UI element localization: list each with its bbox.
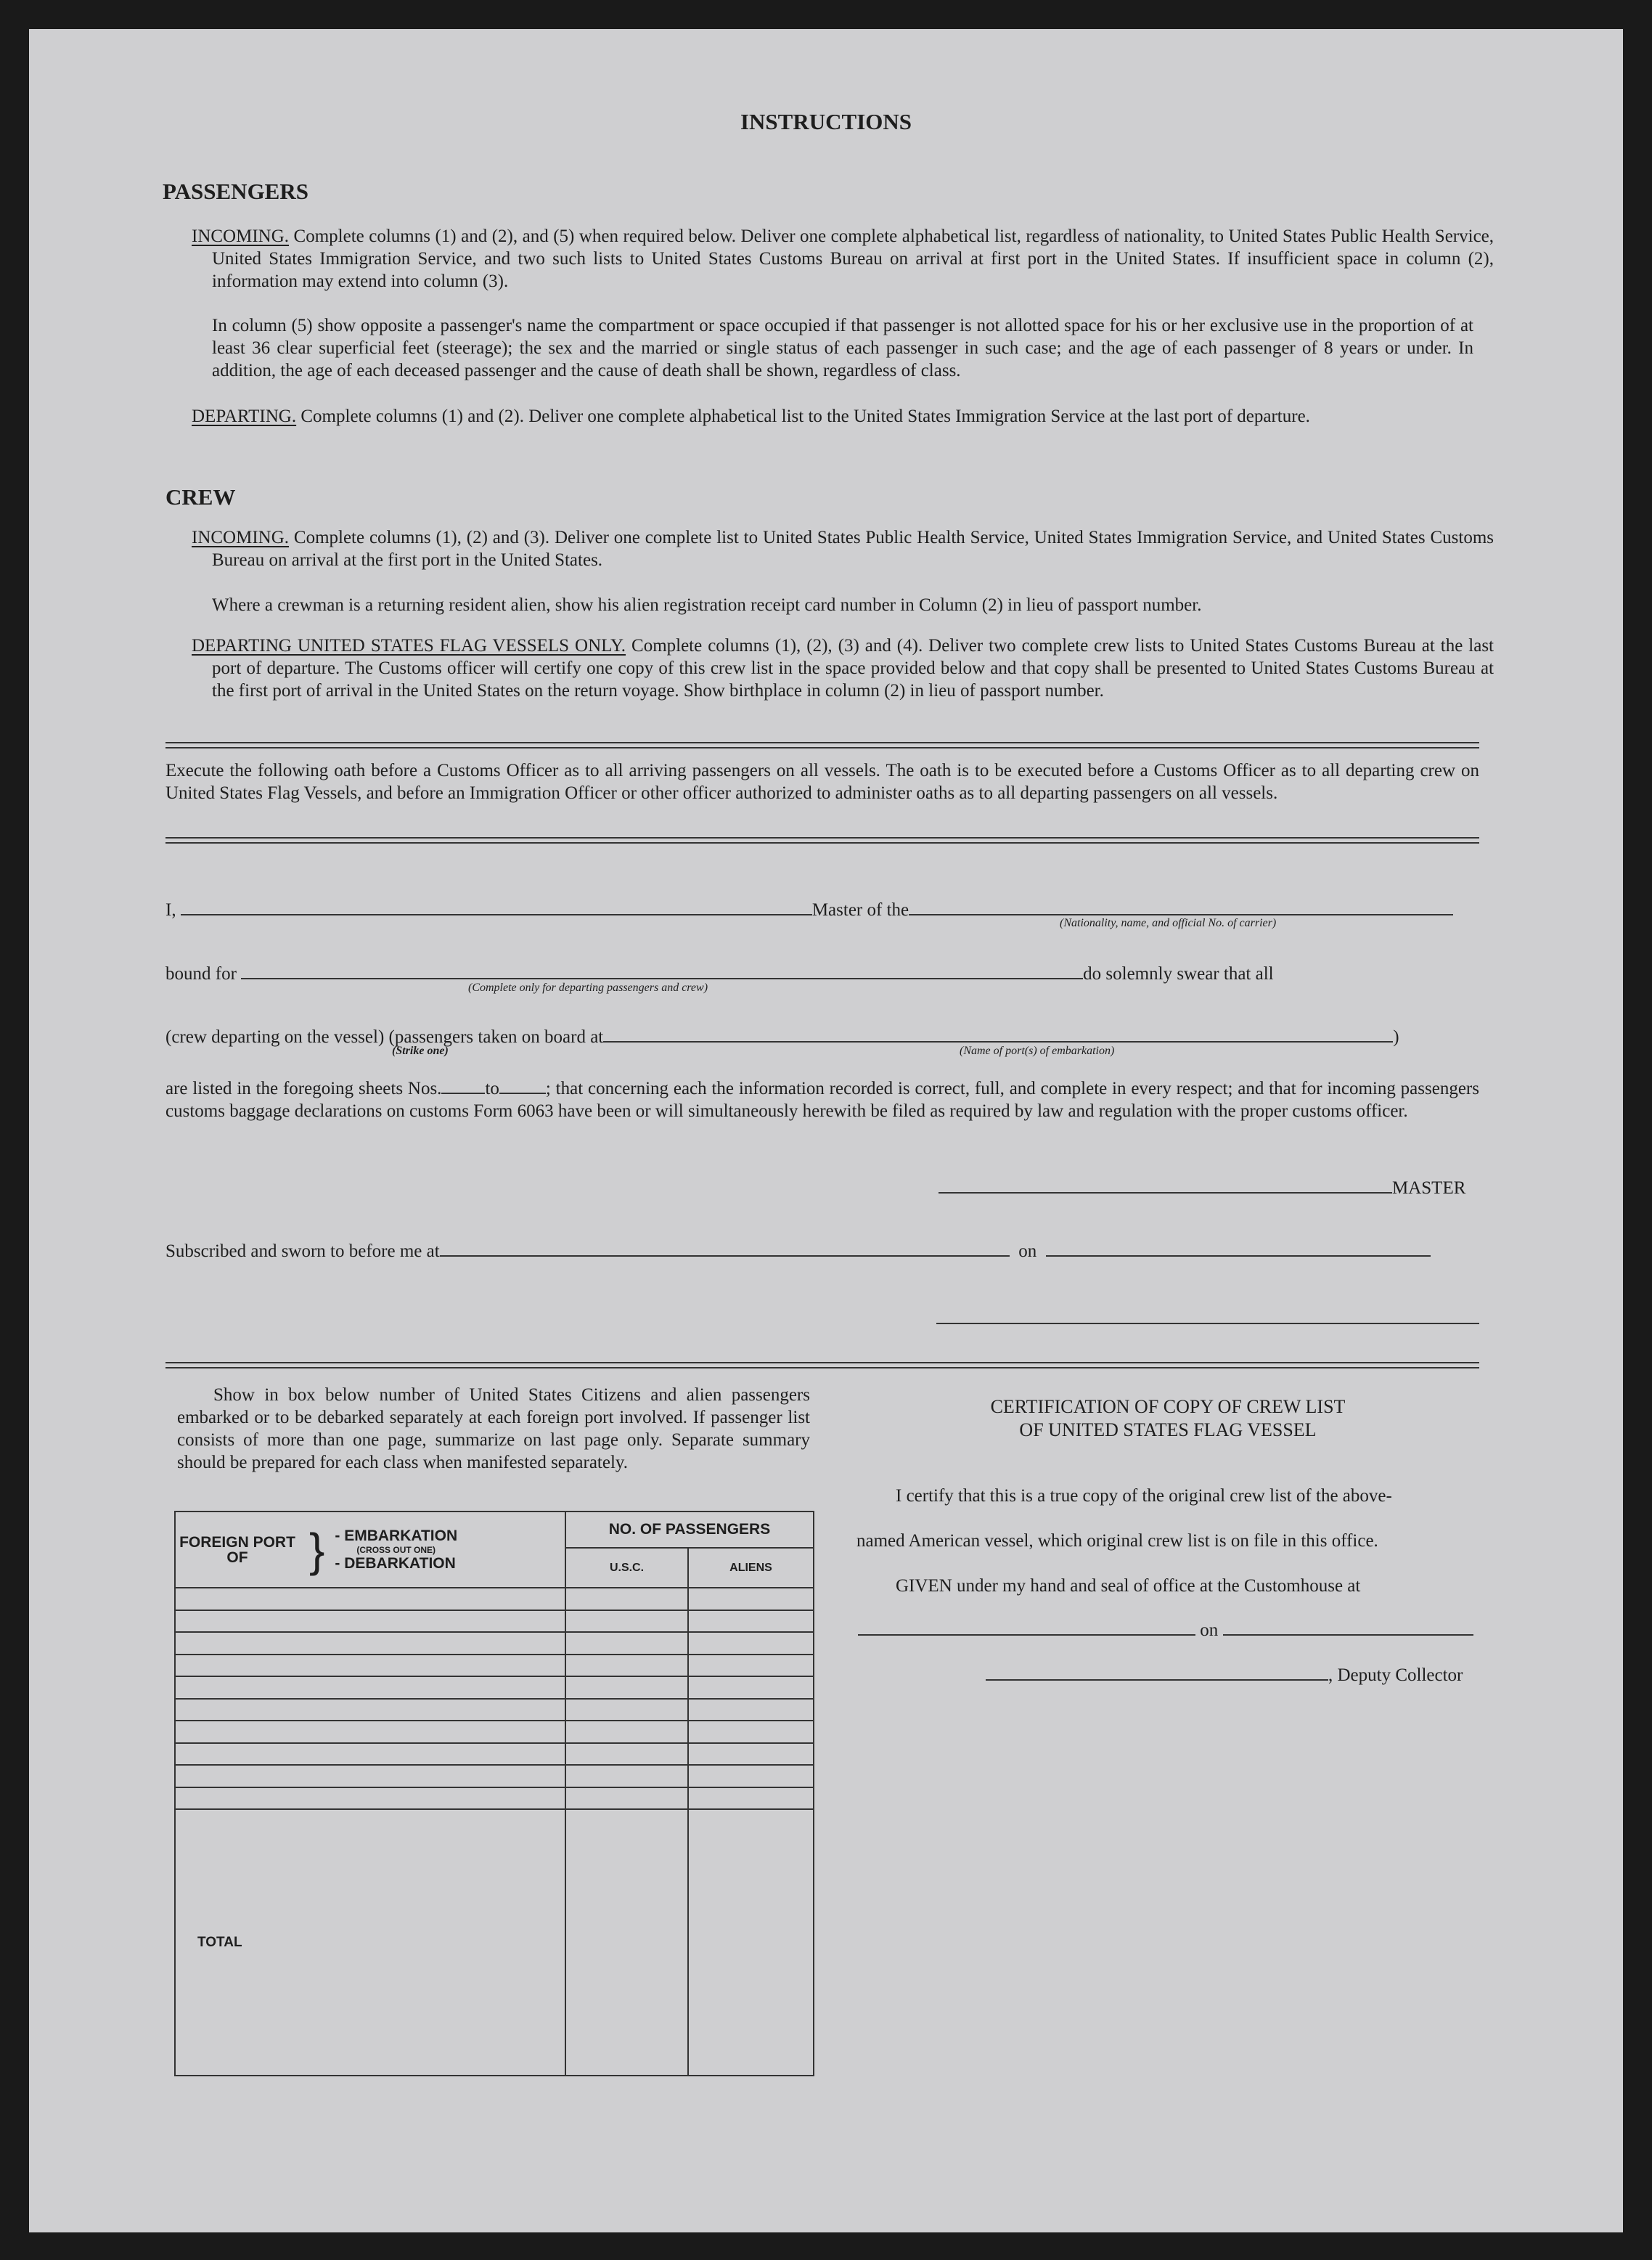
master-label: MASTER — [1392, 1178, 1466, 1198]
swear-label: do solemnly swear that all — [1083, 964, 1274, 984]
usc-cell[interactable] — [565, 1676, 688, 1699]
embarkation-port-field[interactable] — [603, 1040, 1393, 1043]
instructions-title: INSTRUCTIONS — [740, 109, 912, 134]
crew-departing-instruction — [192, 635, 1494, 702]
certify-line2: named American vessel, which original crew list is on file in this office. — [856, 1531, 1378, 1551]
aliens-total-cell[interactable] — [688, 1809, 814, 2076]
certification-title-line2: OF UNITED STATES FLAG VESSEL — [1019, 1419, 1317, 1440]
aliens-cell[interactable] — [688, 1787, 814, 1810]
oath-i: I, — [165, 900, 176, 920]
table-row — [175, 1787, 814, 1810]
table-row — [175, 1699, 814, 1721]
usc-cell[interactable] — [565, 1787, 688, 1810]
port-cell[interactable] — [175, 1699, 565, 1721]
usc-total-cell[interactable] — [565, 1809, 688, 2076]
listed-text-b: ; that concerning each the information recorded is correct, full, and complete in every respect; and that for incoming passengers customs baggage declarations on customs Form 6063 have been or will simultaneously herewith be filed as required by law and regulation with the proper customs officer. — [165, 1079, 1479, 1121]
double-rule — [165, 742, 1479, 748]
aliens-header: ALIENS — [688, 1548, 814, 1588]
table-row — [175, 1655, 814, 1677]
master-signature — [939, 1177, 1465, 1199]
aliens-cell[interactable] — [688, 1610, 814, 1633]
crew-incoming-text: Complete columns (1), (2) and (3). Deliver one complete list to United States Public Health Service, United States Immigration Service, and United States Customs Bureau on arrival at the first port in the United States. — [212, 528, 1494, 570]
crew-departing-label: DEPARTING UNITED STATES FLAG VESSELS ONLY. — [192, 636, 626, 656]
usc-cell[interactable] — [565, 1588, 688, 1610]
usc-cell[interactable] — [565, 1610, 688, 1633]
certification-on-label: on — [1200, 1620, 1219, 1640]
summary-instruction: Show in box below number of United States Citizens and alien passengers embarked or to be debarked separately at each foreign port involved. If passenger list consists of more than one page, summarize on last page only. Separate summary should be prepared for each class when manifested separately. — [177, 1385, 810, 1472]
deputy-line — [986, 1664, 1463, 1686]
aliens-cell[interactable] — [688, 1765, 814, 1787]
sworn-place-field[interactable] — [440, 1255, 1010, 1257]
passengers-incoming-instruction — [192, 225, 1494, 293]
brace-icon: } — [309, 1523, 325, 1576]
aliens-cell[interactable] — [688, 1699, 814, 1721]
aliens-cell[interactable] — [688, 1632, 814, 1655]
on-label: on — [1018, 1241, 1037, 1261]
crew-incoming-label: INCOMING. — [192, 528, 290, 547]
debarkation-label: - DEBARKATION — [335, 1554, 456, 1572]
crew-departing-label: (crew departing on the vessel) (passengers taken on board at — [165, 1027, 604, 1047]
sworn-date-field[interactable] — [1046, 1255, 1431, 1257]
table-row — [175, 1588, 814, 1610]
passengers-heading: PASSENGERS — [163, 179, 308, 204]
customhouse-line — [858, 1619, 1473, 1641]
port-cell[interactable] — [175, 1743, 565, 1766]
master-name-field[interactable] — [181, 913, 812, 915]
oath-instruction: Execute the following oath before a Customs Officer as to all arriving passengers on all vessels. The oath is to be executed before a Customs Officer as to all departing crew on United States Flag Vessels, and before an Immigration Officer or other officer authorized to administer oaths as to all departing passengers on all vessels. — [165, 761, 1479, 803]
aliens-cell[interactable] — [688, 1721, 814, 1743]
port-caption: (Name of port(s) of embarkation) — [960, 1045, 1115, 1057]
close-paren: ) — [1393, 1027, 1399, 1047]
bound-for-label: bound for — [165, 964, 237, 984]
column5-instruction: In column (5) show opposite a passenger's name the compartment or space occupied if that passenger is not allotted space for his or her exclusive use in the proportion of at least 36 clear superficial feet (steerage); the sex and the married or single status of each passenger in such case; and the age of each passenger of 8 years or under. In addition, the age of each deceased passenger and the cause of death shall be shown, regardless of class. — [212, 316, 1473, 380]
subscribed-line — [165, 1240, 1431, 1262]
total-row — [175, 1809, 814, 2076]
port-cell[interactable] — [175, 1632, 565, 1655]
subscribed-label: Subscribed and sworn to before me at — [165, 1241, 440, 1261]
cross-out-label: (CROSS OUT ONE) — [356, 1544, 436, 1555]
oath-listed-paragraph — [165, 1077, 1479, 1122]
table-row — [175, 1610, 814, 1633]
certify-line1: I certify that this is a true copy of the original crew list of the above- — [896, 1486, 1392, 1506]
master-of-the-label: Master of the — [811, 900, 909, 920]
table-row — [175, 1632, 814, 1655]
departing-text: Complete columns (1) and (2). Deliver one complete alphabetical list to the United States Immigration Service at the last port of departure. — [300, 407, 1310, 426]
usc-header: U.S.C. — [565, 1548, 688, 1588]
crew-incoming-instruction — [192, 526, 1494, 571]
certification-title-line1: CERTIFICATION OF COPY OF CREW LIST — [990, 1396, 1346, 1417]
foreign-port-label: FOREIGN PORT OF — [179, 1533, 295, 1566]
usc-cell[interactable] — [565, 1765, 688, 1787]
table-row — [175, 1765, 814, 1787]
listed-text-a: are listed in the foregoing sheets Nos. — [165, 1079, 442, 1098]
foreign-port-header — [175, 1512, 565, 1588]
aliens-cell[interactable] — [688, 1655, 814, 1677]
port-cell[interactable] — [175, 1588, 565, 1610]
table-row — [175, 1743, 814, 1766]
incoming-text: Complete columns (1) and (2), and (5) when required below. Deliver one complete alphabetical list, regardless of nationality, to United States Public Health Service, United States Immigration Service, and two such lists to United States Customs Bureau on arrival at first port in the United States. If insufficient space in column (2), information may extend into column (3). — [212, 227, 1494, 291]
passengers-departing-instruction — [192, 405, 1494, 428]
deputy-signature-field[interactable] — [986, 1678, 1328, 1681]
incoming-label: INCOMING. — [192, 227, 290, 246]
port-cell[interactable] — [175, 1676, 565, 1699]
usc-cell[interactable] — [565, 1699, 688, 1721]
passenger-summary-table — [174, 1511, 814, 2076]
port-cell[interactable] — [175, 1787, 565, 1810]
carrier-caption: (Nationality, name, and official No. of carrier) — [1060, 917, 1277, 929]
usc-cell[interactable] — [565, 1743, 688, 1766]
crew-heading: CREW — [165, 484, 236, 510]
sheet-to-field[interactable] — [499, 1092, 546, 1094]
customhouse-field[interactable] — [858, 1633, 1195, 1636]
embarkation-label: - EMBARKATION — [335, 1527, 458, 1544]
usc-cell[interactable] — [565, 1632, 688, 1655]
port-cell[interactable] — [175, 1610, 565, 1633]
certify-line3: GIVEN under my hand and seal of office at the Customhouse at — [896, 1576, 1361, 1596]
certification-date-field[interactable] — [1223, 1633, 1473, 1636]
aliens-cell[interactable] — [688, 1676, 814, 1699]
deputy-collector-label: , Deputy Collector — [1328, 1665, 1463, 1685]
crew-departing-text: Complete columns (1), (2), (3) and (4). Deliver two complete crew lists to United States Customs Bureau at the last port of departure. The Customs officer will certify one copy of this crew list in the space provided below and that copy shall be presented to United States Customs Bureau at the first port of arrival in the United States on the return voyage. Show birthplace in column (2) in lieu of passport number. — [212, 636, 1494, 701]
oath-line-bound — [165, 963, 1274, 985]
crew-alien-instruction: Where a crewman is a returning resident alien, show his alien registration receipt card number in Column (2) in lieu of passport number. — [212, 595, 1202, 615]
port-cell[interactable] — [175, 1721, 565, 1743]
table-row — [175, 1721, 814, 1743]
usc-cell[interactable] — [565, 1655, 688, 1677]
double-rule — [165, 837, 1479, 844]
certification-title — [856, 1395, 1479, 1442]
aliens-cell[interactable] — [688, 1743, 814, 1766]
port-cell[interactable] — [175, 1655, 565, 1677]
master-signature-field[interactable] — [939, 1191, 1392, 1194]
oath-line-embarkation — [165, 1026, 1399, 1048]
aliens-cell[interactable] — [688, 1588, 814, 1610]
listed-to: to — [485, 1079, 499, 1098]
usc-cell[interactable] — [565, 1721, 688, 1743]
double-rule — [165, 1362, 1479, 1368]
strike-one-caption: (Strike one) — [392, 1045, 449, 1057]
carrier-field[interactable] — [909, 913, 1453, 915]
officer-signature-field[interactable] — [936, 1323, 1479, 1324]
table-row — [175, 1676, 814, 1699]
departing-label: DEPARTING. — [192, 407, 297, 426]
bound-caption: (Complete only for departing passengers and crew) — [468, 982, 708, 994]
total-label: TOTAL — [175, 1809, 565, 2076]
bound-for-field[interactable] — [241, 977, 1083, 979]
passengers-count-header: NO. OF PASSENGERS — [565, 1512, 814, 1548]
sheet-from-field[interactable] — [441, 1092, 485, 1094]
port-cell[interactable] — [175, 1765, 565, 1787]
